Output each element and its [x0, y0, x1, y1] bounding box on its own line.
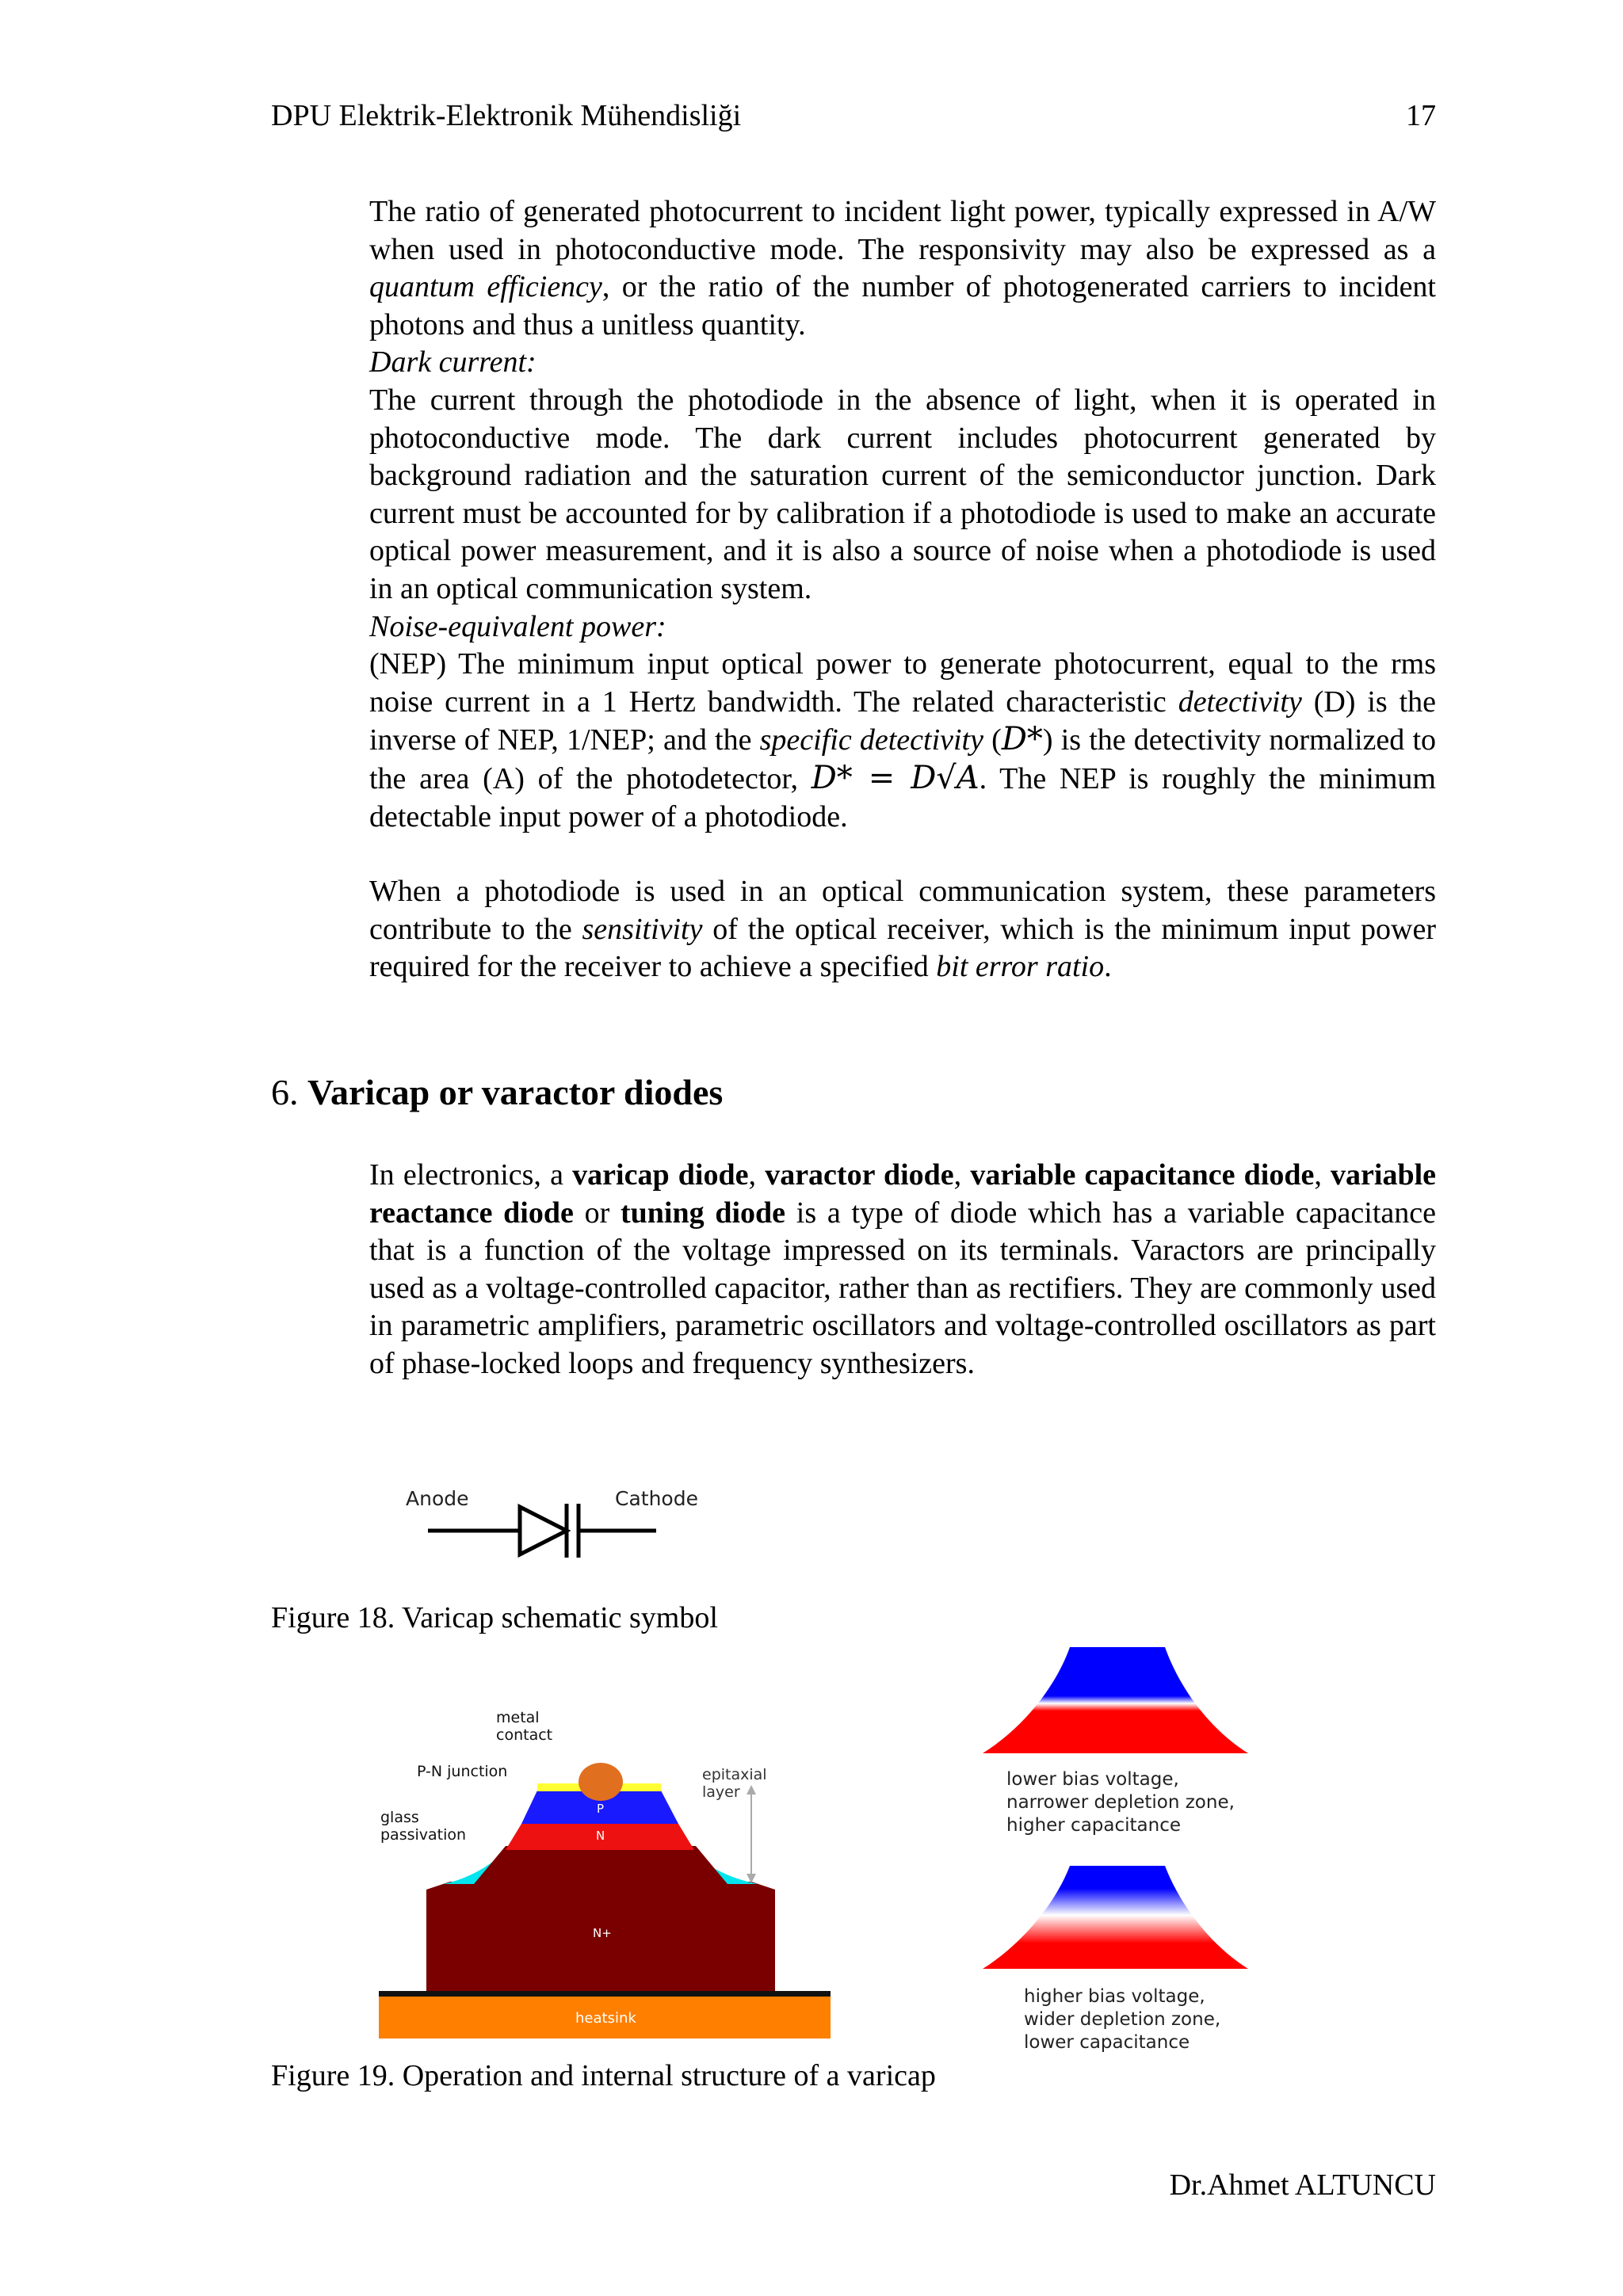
varicap-paragraph: In electronics, a varicap diode, varactor diode, variable capacitance diode, variable reactance diode or tuning diode is a type of diode which has a variable capacitance that is a function of the voltage impressed on its terminals. Varactors are principally used as a voltage-controlled capacitor, rather than as rectifiers. They are commonly used in parametric amplifiers, parametric oscillators and voltage-controlled oscillators as part of phase-locked loops and frequency synthesizers. — [369, 1158, 1437, 1380]
responsivity-paragraph: The ratio of generated photocurrent to incident light power, typically expressed in A/W when used in photoconductive mode. The responsivity may also be expressed as a quantum efficiency, or the ratio of the number of photogenerated carriers to incident photons and thus a unitless quantity. — [369, 195, 1436, 341]
metal-contact — [579, 1763, 623, 1801]
high-bias-junction — [983, 1866, 1248, 1969]
varicap-bias-diagrams — [983, 1644, 1331, 2056]
section-heading — [271, 1071, 723, 1113]
svg-text:layer: layer — [702, 1783, 740, 1801]
svg-text:metal: metal — [496, 1709, 540, 1726]
svg-text:lower bias voltage,: lower bias voltage, — [1006, 1769, 1179, 1790]
running-header: DPU Elektrik-Elektronik Mühendisliği — [271, 99, 742, 132]
section-title: Varicap or varactor diodes — [307, 1072, 724, 1112]
svg-text:heatsink: heatsink — [575, 2010, 636, 2027]
svg-text:higher capacitance: higher capacitance — [1006, 1815, 1182, 1836]
low-bias-junction — [983, 1647, 1248, 1753]
figure-19-caption: Figure 19. Operation and internal structure of a varicap — [271, 2059, 936, 2092]
varicap-structure-diagram — [379, 1703, 838, 2044]
svg-text:glass: glass — [380, 1809, 419, 1826]
dark-current-title: Dark current: — [369, 345, 537, 379]
svg-text:higher bias voltage,: higher bias voltage, — [1024, 1986, 1205, 2007]
specific-detectivity-symbol: D* — [1001, 721, 1043, 758]
author-footer: Dr.Ahmet ALTUNCU — [1169, 2168, 1436, 2202]
svg-text:P-N junction: P-N junction — [417, 1763, 508, 1780]
varicap-symbol-figure — [396, 1474, 729, 1569]
nep-paragraph: (NEP) The minimum input optical power to generate photocurrent, equal to the rms noise current in a 1 Hertz bandwidth. The related characteristic detectivity (D) is the inverse of NEP, 1/NEP; and the specific detectivity (D*) is the detectivity normalized to the area (A) of the photodetector, D* = D√A. The NEP is roughly the minimum detectable input power of a photodiode. — [369, 647, 1437, 833]
varicap-symbol — [428, 1504, 656, 1558]
svg-text:lower capacitance: lower capacitance — [1024, 2032, 1190, 2053]
svg-text:P: P — [597, 1802, 605, 1816]
section-number: 6. — [271, 1072, 299, 1112]
communication-paragraph: When a photodiode is used in an optical communication system, these parameters contribute to the sensitivity of the optical receiver, which is the minimum input power required for the receiver to achieve a specified bit error ratio. — [369, 875, 1437, 984]
svg-text:narrower depletion zone,: narrower depletion zone, — [1006, 1792, 1235, 1813]
cathode-label: Cathode — [615, 1487, 698, 1510]
detectivity-formula: D* = D√A — [811, 759, 980, 796]
dark-current-paragraph: The current through the photodiode in the absence of light, when it is operated in photoconductive mode. The dark current includes photocurrent generated by background radiation and the saturation current of the semiconductor junction. Dark current must be accounted for by calibration if a photodiode is used to make an accurate optical power measurement, and it is also a source of noise when a photodiode is used in an optical communication system. — [369, 383, 1436, 605]
svg-text:passivation: passivation — [380, 1826, 467, 1844]
svg-text:N+: N+ — [593, 1926, 612, 1940]
page-number: 17 — [1406, 99, 1436, 132]
quantum-efficiency-term: quantum efficiency — [369, 270, 602, 304]
svg-text:wider depletion zone,: wider depletion zone, — [1024, 2009, 1221, 2030]
figure-18-caption: Figure 18. Varicap schematic symbol — [271, 1601, 718, 1634]
nep-title: Noise-equivalent power: — [369, 609, 666, 643]
svg-text:epitaxial: epitaxial — [702, 1766, 767, 1783]
svg-text:N: N — [596, 1829, 605, 1843]
svg-text:contact: contact — [496, 1726, 553, 1744]
anode-label: Anode — [406, 1487, 469, 1510]
body-text-block — [369, 193, 1436, 986]
